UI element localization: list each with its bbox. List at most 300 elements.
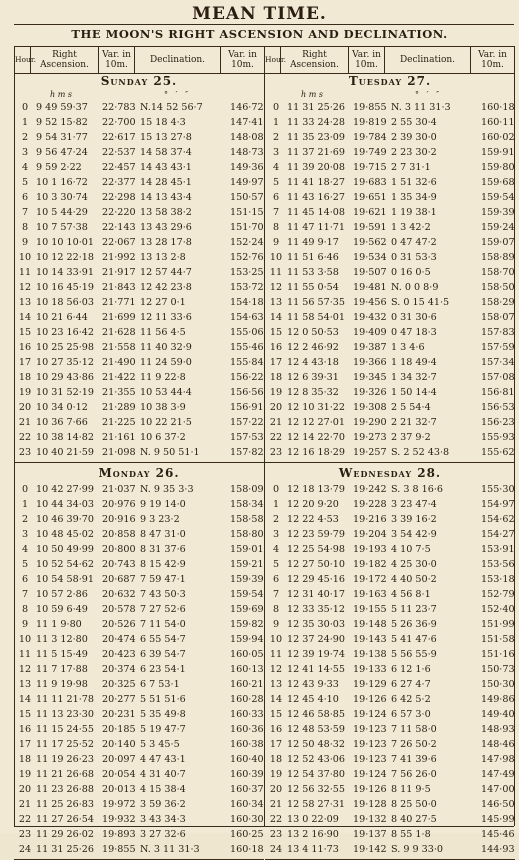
table-row — [265, 145, 515, 160]
decl-variation-cell: 159·39 — [230, 574, 264, 585]
table-row — [265, 602, 515, 617]
decl-variation-cell: 152·24 — [230, 237, 264, 248]
declination-cell: 6 12 1·6 — [391, 664, 431, 675]
table-row — [14, 602, 264, 617]
declination-cell: 15 18 4·3 — [140, 117, 186, 128]
table-row — [14, 632, 264, 647]
ra-variation-cell: 19·126 — [353, 784, 387, 795]
declination-cell: 8 40 27·5 — [391, 814, 437, 825]
declination-cell: 8 11 9·5 — [391, 784, 431, 795]
declination-cell: 1 51 32·6 — [391, 177, 437, 188]
ra-variation-cell: 20·526 — [102, 619, 136, 630]
table-row — [14, 797, 264, 812]
ra-variation-cell: 19·273 — [353, 432, 387, 443]
declination-cell: 10 53 44·4 — [140, 387, 192, 398]
ra-variation-cell: 20·743 — [102, 559, 136, 570]
ra-variation-cell: 21·558 — [102, 342, 136, 353]
table-row — [14, 617, 264, 632]
page-title: MEAN TIME. — [192, 4, 327, 24]
right-ascension-cell: 11 31 25·26 — [287, 102, 345, 113]
decl-variation-cell: 159·69 — [230, 604, 264, 615]
declination-cell: 5 56 55·9 — [391, 649, 437, 660]
decl-variation-cell: 148·73 — [230, 147, 264, 158]
ra-variation-cell: 19·819 — [353, 117, 387, 128]
decl-variation-cell: 151·16 — [481, 649, 515, 660]
title-rule — [14, 24, 514, 25]
table-row — [265, 235, 515, 250]
hour-cell: 7 — [21, 207, 29, 218]
ra-variation-cell: 19·432 — [353, 312, 387, 323]
table-row — [14, 205, 264, 220]
hour-cell: 15 — [269, 327, 283, 338]
decl-variation-cell: 151·58 — [481, 634, 515, 645]
header-var: Var. in 10m. — [349, 47, 385, 74]
decl-variation-cell: 150·57 — [230, 192, 264, 203]
declination-units-label: ° ′ ″ — [415, 90, 440, 99]
hour-cell: 15 — [18, 709, 32, 720]
decl-variation-cell: 157·34 — [481, 357, 515, 368]
declination-cell: 14 13 43·4 — [140, 192, 192, 203]
declination-cell: 6 57 3·0 — [391, 709, 431, 720]
table-row — [265, 160, 515, 175]
hour-cell: 15 — [18, 327, 32, 338]
right-ascension-cell: 13 4 11·73 — [287, 844, 339, 855]
table-row — [265, 497, 515, 512]
ra-variation-cell: 19·481 — [353, 282, 387, 293]
table-row — [265, 385, 515, 400]
table-row — [14, 512, 264, 527]
block-divider — [14, 462, 264, 463]
hour-cell: 7 — [272, 207, 280, 218]
ra-variation-cell: 19·124 — [353, 769, 387, 780]
ra-variation-cell: 19·621 — [353, 207, 387, 218]
decl-variation-cell: 159·54 — [481, 192, 515, 203]
ra-variation-cell: 19·193 — [353, 544, 387, 555]
hour-cell: 12 — [18, 282, 32, 293]
ra-variation-cell: 19·228 — [353, 499, 387, 510]
ra-variation-cell: 20·140 — [102, 739, 136, 750]
hour-cell: 3 — [272, 529, 280, 540]
decl-variation-cell: 148·93 — [481, 724, 515, 735]
ra-variation-cell: 19·507 — [353, 267, 387, 278]
declination-cell: 1 19 38·1 — [391, 207, 437, 218]
hour-cell: 16 — [269, 342, 283, 353]
table-row — [14, 812, 264, 827]
decl-variation-cell: 151·70 — [230, 222, 264, 233]
ra-variation-cell: 22·220 — [102, 207, 136, 218]
hour-cell: 19 — [18, 769, 32, 780]
ra-variation-cell: 19·326 — [353, 387, 387, 398]
ra-variation-cell: 20·474 — [102, 634, 136, 645]
right-ascension-cell: 13 0 22·09 — [287, 814, 339, 825]
decl-variation-cell: 151·99 — [481, 619, 515, 630]
decl-variation-cell: 152·79 — [481, 589, 515, 600]
table-row — [14, 130, 264, 145]
table-row — [14, 100, 264, 115]
table-row — [14, 677, 264, 692]
right-ascension-cell: 11 25 26·83 — [36, 799, 94, 810]
table-row — [14, 340, 264, 355]
right-ascension-cell: 11 45 14·08 — [287, 207, 345, 218]
ra-variation-cell: 20·277 — [102, 694, 136, 705]
declination-cell: 13 43 29·6 — [140, 222, 192, 233]
right-ascension-cell: 12 43 9·33 — [287, 679, 339, 690]
ra-variation-cell: 19·683 — [353, 177, 387, 188]
ra-variation-cell: 19·123 — [353, 754, 387, 765]
right-ascension-cell: 12 54 37·80 — [287, 769, 345, 780]
decl-variation-cell: 155·06 — [230, 327, 264, 338]
ra-variation-cell: 19·172 — [353, 574, 387, 585]
ra-variation-cell: 19·855 — [102, 844, 136, 855]
hour-cell: 16 — [18, 342, 32, 353]
table-row — [265, 692, 515, 707]
hour-cell: 11 — [18, 267, 32, 278]
declination-cell: 7 43 50·3 — [140, 589, 186, 600]
ra-variation-cell: 22·457 — [102, 162, 136, 173]
ra-variation-cell: 19·155 — [353, 604, 387, 615]
declination-cell: S. 2 52 43·8 — [391, 447, 450, 458]
decl-variation-cell: 152·76 — [230, 252, 264, 263]
declination-cell: 1 35 34·9 — [391, 192, 437, 203]
header-right-ascension: Right Ascension. — [31, 47, 99, 74]
right-ascension-cell: 12 4 43·18 — [287, 357, 339, 368]
decl-variation-cell: 154·27 — [481, 529, 515, 540]
hour-cell: 21 — [18, 799, 32, 810]
table-row — [14, 692, 264, 707]
declination-cell: 10 22 21·5 — [140, 417, 192, 428]
table-row — [265, 527, 515, 542]
hour-cell: 5 — [272, 177, 280, 188]
decl-variation-cell: 144·93 — [481, 844, 515, 855]
decl-variation-cell: 156·22 — [230, 372, 264, 383]
hour-cell: 23 — [269, 829, 283, 840]
right-ascension-cell: 12 18 13·79 — [287, 484, 345, 495]
hour-cell: 24 — [18, 844, 32, 855]
decl-variation-cell: 158·29 — [481, 297, 515, 308]
ra-variation-cell: 20·231 — [102, 709, 136, 720]
right-ascension-cell: 11 47 11·71 — [287, 222, 345, 233]
hour-cell: 11 — [269, 649, 283, 660]
declination-cell: 4 15 38·4 — [140, 784, 186, 795]
ra-variation-cell: 19·204 — [353, 529, 387, 540]
hour-cell: 23 — [18, 447, 32, 458]
table-row — [14, 557, 264, 572]
hour-cell: 16 — [269, 724, 283, 735]
declination-cell: 9 3 23·2 — [140, 514, 180, 525]
declination-cell: S. 9 9 33·0 — [391, 844, 443, 855]
ra-variation-cell: 19·651 — [353, 192, 387, 203]
decl-variation-cell: 154·62 — [481, 514, 515, 525]
ra-variation-cell: 20·054 — [102, 769, 136, 780]
hour-cell: 3 — [272, 147, 280, 158]
table-row — [265, 205, 515, 220]
decl-variation-cell: 157·08 — [481, 372, 515, 383]
decl-variation-cell: 153·56 — [481, 559, 515, 570]
decl-variation-cell: 159·07 — [481, 237, 515, 248]
header-declination: Declination. — [135, 47, 221, 74]
ra-variation-cell: 21·037 — [102, 484, 136, 495]
right-ascension-cell: 10 52 54·62 — [36, 559, 94, 570]
table-row — [265, 572, 515, 587]
ra-variation-cell: 20·976 — [102, 499, 136, 510]
table-row — [14, 782, 264, 797]
right-ascension-cell: 9 56 47·24 — [36, 147, 88, 158]
right-ascension-cell: 13 2 16·90 — [287, 829, 339, 840]
ra-variation-cell: 19·562 — [353, 237, 387, 248]
table-row — [14, 265, 264, 280]
decl-variation-cell: 160·36 — [230, 724, 264, 735]
declination-cell: 12 11 33·6 — [140, 312, 192, 323]
right-ascension-cell: 11 21 26·68 — [36, 769, 94, 780]
hour-cell: 20 — [18, 784, 32, 795]
table-row — [265, 340, 515, 355]
right-ascension-cell: 11 49 9·17 — [287, 237, 339, 248]
ra-variation-cell: 20·916 — [102, 514, 136, 525]
declination-cell: 2 37 9·2 — [391, 432, 431, 443]
right-ascension-cell: 12 46 58·85 — [287, 709, 345, 720]
right-ascension-cell: 12 0 50·53 — [287, 327, 339, 338]
decl-variation-cell: 148·08 — [230, 132, 264, 143]
decl-variation-cell: 160·40 — [230, 754, 264, 765]
hour-cell: 10 — [269, 634, 283, 645]
ra-variation-cell: 22·700 — [102, 117, 136, 128]
ra-variation-cell: 22·377 — [102, 177, 136, 188]
table-row — [14, 220, 264, 235]
table-row — [14, 175, 264, 190]
ra-variation-cell: 21·628 — [102, 327, 136, 338]
decl-variation-cell: 156·91 — [230, 402, 264, 413]
table-row — [265, 617, 515, 632]
decl-variation-cell: 156·56 — [230, 387, 264, 398]
declination-cell: 6 23 54·1 — [140, 664, 186, 675]
declination-cell: 3 59 36·2 — [140, 799, 186, 810]
decl-variation-cell: 160·18 — [230, 844, 264, 855]
table-row — [14, 497, 264, 512]
table-row — [14, 842, 264, 857]
hour-cell: 22 — [269, 814, 283, 825]
ra-variation-cell: 19·126 — [353, 694, 387, 705]
ra-variation-cell: 19·308 — [353, 402, 387, 413]
ra-variation-cell: 21·771 — [102, 297, 136, 308]
declination-cell: 12 27 0·1 — [140, 297, 186, 308]
table-row — [14, 752, 264, 767]
ra-variation-cell: 22·298 — [102, 192, 136, 203]
declination-cell: 1 3 42·2 — [391, 222, 431, 233]
declination-cell: 2 7 31·1 — [391, 162, 431, 173]
table-row — [265, 707, 515, 722]
hour-cell: 6 — [21, 574, 29, 585]
declination-cell: N. 3 11 31·3 — [140, 844, 200, 855]
declination-cell: 12 57 44·7 — [140, 267, 192, 278]
hour-cell: 21 — [269, 799, 283, 810]
ra-variation-cell: 20·185 — [102, 724, 136, 735]
right-ascension-cell: 12 22 4·53 — [287, 514, 339, 525]
decl-variation-cell: 147·41 — [230, 117, 264, 128]
table-row — [14, 325, 264, 340]
table-row — [265, 812, 515, 827]
declination-cell: N. 0 0 8·9 — [391, 282, 439, 293]
hour-cell: 20 — [269, 402, 283, 413]
table-row — [14, 190, 264, 205]
right-ascension-cell: 12 2 46·92 — [287, 342, 339, 353]
header-hour: Hour. — [15, 47, 31, 74]
hour-cell: 13 — [269, 679, 283, 690]
right-ascension-cell: 11 5 15·49 — [36, 649, 88, 660]
decl-variation-cell: 158·89 — [481, 252, 515, 263]
decl-variation-cell: 159·82 — [230, 619, 264, 630]
right-ascension-cell: 10 1 16·72 — [36, 177, 88, 188]
table-row — [14, 587, 264, 602]
header-declination: Declination. — [385, 47, 471, 74]
declination-cell: S. 0 15 41·5 — [391, 297, 450, 308]
right-ascension-cell: 12 20 9·20 — [287, 499, 339, 510]
decl-variation-cell: 158·50 — [481, 282, 515, 293]
table-row — [265, 797, 515, 812]
decl-variation-cell: 155·93 — [481, 432, 515, 443]
right-ascension-cell: 10 16 45·19 — [36, 282, 94, 293]
declination-cell: 4 10 7·5 — [391, 544, 431, 555]
ra-variation-cell: 21·699 — [102, 312, 136, 323]
ra-variation-cell: 19·142 — [353, 844, 387, 855]
hour-cell: 20 — [18, 402, 32, 413]
right-ascension-cell: 10 21 6·44 — [36, 312, 88, 323]
declination-cell: 4 40 50·2 — [391, 574, 437, 585]
table-row — [265, 430, 515, 445]
right-ascension-cell: 10 36 7·66 — [36, 417, 88, 428]
declination-cell: 6 55 54·7 — [140, 634, 186, 645]
declination-cell: 0 31 30·6 — [391, 312, 437, 323]
hour-cell: 17 — [269, 739, 283, 750]
decl-variation-cell: 159·94 — [230, 634, 264, 645]
right-ascension-cell: 12 52 43·06 — [287, 754, 345, 765]
declination-cell: 4 25 30·0 — [391, 559, 437, 570]
declination-cell: 14 28 45·1 — [140, 177, 192, 188]
right-ascension-cell: 11 9 19·98 — [36, 679, 88, 690]
decl-variation-cell: 160·37 — [230, 784, 264, 795]
decl-variation-cell: 159·24 — [481, 222, 515, 233]
declination-cell: 8 15 42·9 — [140, 559, 186, 570]
hour-cell: 19 — [269, 769, 283, 780]
table-row — [265, 190, 515, 205]
ra-variation-cell: 21·490 — [102, 357, 136, 368]
declination-cell: 1 3 4·6 — [391, 342, 425, 353]
table-row — [14, 355, 264, 370]
ra-variation-cell: 19·784 — [353, 132, 387, 143]
hour-cell: 6 — [272, 574, 280, 585]
right-ascension-cell: 12 25 54·98 — [287, 544, 345, 555]
declination-cell: 14 58 37·4 — [140, 147, 192, 158]
declination-cell: 5 11 23·7 — [391, 604, 437, 615]
hour-cell: 6 — [21, 192, 29, 203]
ra-variation-cell: 19·409 — [353, 327, 387, 338]
ra-variation-cell: 19·855 — [353, 102, 387, 113]
hour-cell: 12 — [18, 664, 32, 675]
hour-cell: 9 — [21, 237, 29, 248]
table-row — [265, 842, 515, 857]
hour-cell: 22 — [18, 432, 32, 443]
ra-variation-cell: 19·124 — [353, 709, 387, 720]
right-ascension-cell: 12 50 48·32 — [287, 739, 345, 750]
declination-cell: 7 56 26·0 — [391, 769, 437, 780]
decl-variation-cell: 159·68 — [481, 177, 515, 188]
ra-variation-cell: 19·257 — [353, 447, 387, 458]
day-heading: Monday 26. — [98, 466, 180, 480]
hour-cell: 14 — [269, 694, 283, 705]
table-row — [14, 767, 264, 782]
table-row — [14, 295, 264, 310]
decl-variation-cell: 160·13 — [230, 664, 264, 675]
right-ascension-cell: 11 39 20·08 — [287, 162, 345, 173]
decl-variation-cell: 160·21 — [230, 679, 264, 690]
hour-cell: 14 — [18, 694, 32, 705]
hour-cell: 8 — [21, 604, 29, 615]
ra-variation-cell: 19·143 — [353, 634, 387, 645]
decl-variation-cell: 156·53 — [481, 402, 515, 413]
ra-variation-cell: 19·749 — [353, 147, 387, 158]
table-row — [265, 220, 515, 235]
declination-cell: 7 11 58·0 — [391, 724, 437, 735]
table-row — [265, 310, 515, 325]
table-row — [265, 100, 515, 115]
ra-variation-cell: 19·591 — [353, 222, 387, 233]
declination-cell: 8 47 31·0 — [140, 529, 186, 540]
decl-variation-cell: 147·49 — [481, 769, 515, 780]
declination-cell: 3 39 16·2 — [391, 514, 437, 525]
decl-variation-cell: 158·34 — [230, 499, 264, 510]
hour-cell: 10 — [269, 252, 283, 263]
right-ascension-cell: 10 40 21·59 — [36, 447, 94, 458]
ra-variation-cell: 21·422 — [102, 372, 136, 383]
declination-cell: 1 34 32·7 — [391, 372, 437, 383]
right-ascension-cell: 10 48 45·02 — [36, 529, 94, 540]
day-heading: Wednesday 28. — [338, 466, 442, 480]
declination-cell: 5 19 47·7 — [140, 724, 186, 735]
hour-cell: 8 — [21, 222, 29, 233]
decl-variation-cell: 149·36 — [230, 162, 264, 173]
right-ascension-cell: 12 29 45·16 — [287, 574, 345, 585]
decl-variation-cell: 159·01 — [230, 544, 264, 555]
table-row — [14, 737, 264, 752]
header-var: Var. in 10m. — [99, 47, 135, 74]
declination-cell: 6 27 4·7 — [391, 679, 431, 690]
table-row — [14, 115, 264, 130]
hour-cell: 0 — [21, 102, 29, 113]
table-row — [265, 632, 515, 647]
decl-variation-cell: 155·62 — [481, 447, 515, 458]
decl-variation-cell: 156·23 — [481, 417, 515, 428]
table-row — [265, 482, 515, 497]
declination-cell: 5 51 51·6 — [140, 694, 186, 705]
declination-cell: 7 41 39·6 — [391, 754, 437, 765]
right-ascension-cell: 12 16 18·29 — [287, 447, 345, 458]
ra-variation-cell: 19·148 — [353, 619, 387, 630]
ra-variation-cell: 19·534 — [353, 252, 387, 263]
right-ascension-cell: 12 39 19·74 — [287, 649, 345, 660]
declination-cell: 5 41 47·6 — [391, 634, 437, 645]
hour-cell: 1 — [21, 499, 29, 510]
right-ascension-cell: 11 41 18·27 — [287, 177, 345, 188]
declination-cell: 2 39 30·0 — [391, 132, 437, 143]
ra-variation-cell: 19·216 — [353, 514, 387, 525]
declination-cell: 10 38 3·9 — [140, 402, 186, 413]
hour-cell: 5 — [21, 177, 29, 188]
ra-variation-cell: 19·137 — [353, 829, 387, 840]
declination-cell: S. 3 8 16·6 — [391, 484, 443, 495]
table-row — [14, 400, 264, 415]
table-row — [14, 722, 264, 737]
decl-variation-cell: 153·91 — [481, 544, 515, 555]
right-ascension-cell: 10 25 25·98 — [36, 342, 94, 353]
